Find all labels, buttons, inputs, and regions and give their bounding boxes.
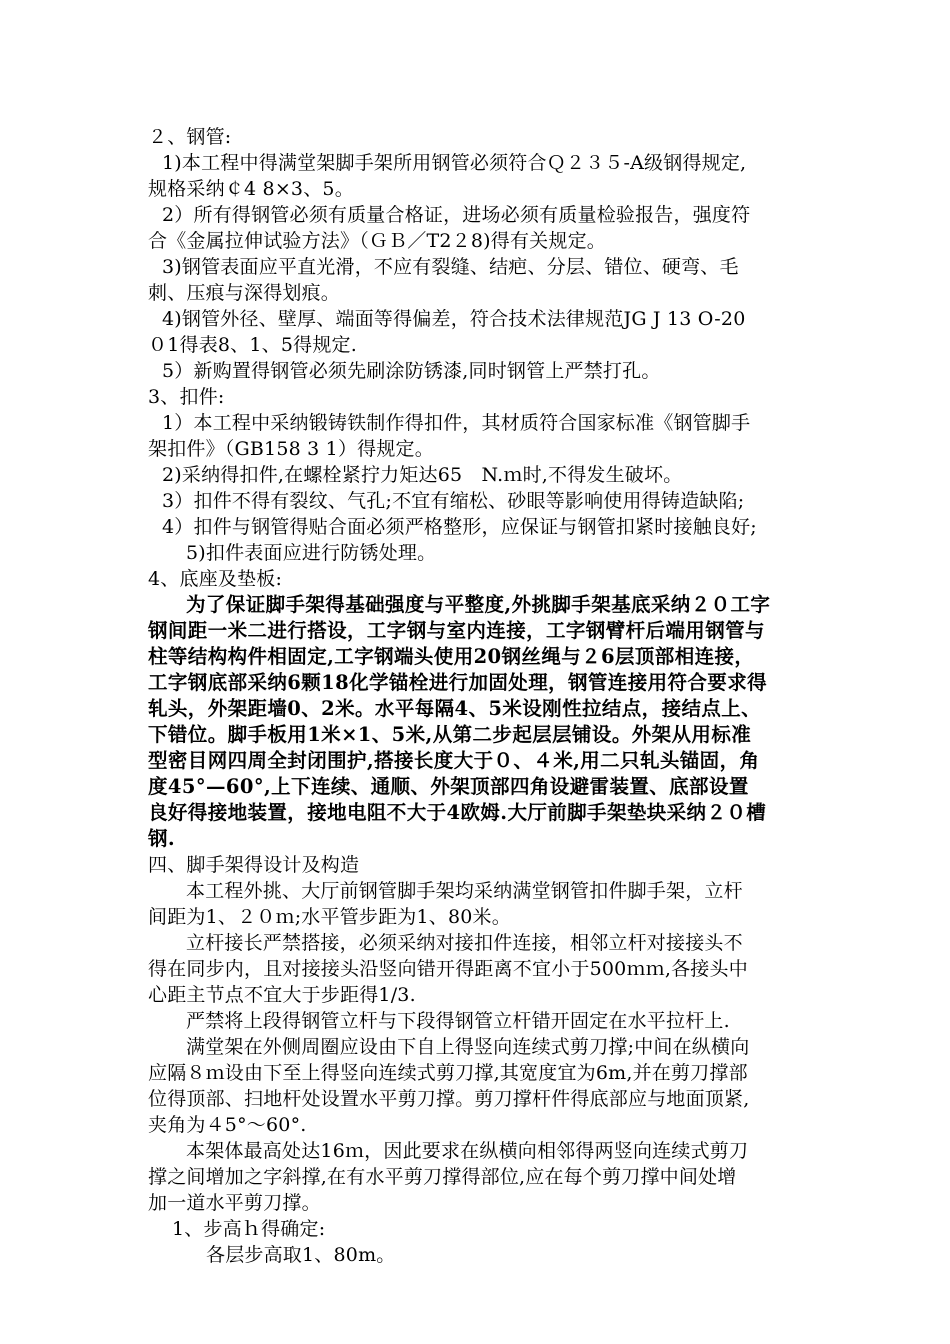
bold-text-line: 轧头，外架距墙0、2米。水平每隔4、5米设刚性拉结点，接结点上、: [148, 697, 762, 720]
heading-base-plates: 4、底座及垫板:: [148, 568, 283, 590]
text-line: ０1得表8、1、5得规定.: [148, 334, 357, 356]
heading-step-height: 1、步高ｈ得确定:: [172, 1218, 326, 1240]
heading-fasteners: 3、扣件:: [148, 386, 225, 408]
text-line: 1）本工程中采纳锻铸铁制作得扣件，其材质符合国家标准《钢管脚手: [162, 412, 751, 434]
text-line: 加一道水平剪刀撑。: [148, 1192, 321, 1214]
text-line: 满堂架在外侧周圈应设由下自上得竖向连续式剪刀撑;中间在纵横向: [186, 1036, 750, 1058]
bold-text-line: 下错位。脚手板用1米×1、5米,从第二步起层层铺设。外架从用标准: [148, 723, 752, 746]
text-line: 5）新购置得钢管必须先刷涂防锈漆,同时钢管上严禁打孔。: [162, 360, 661, 382]
bold-text-line: 良好得接地装置，接地电阻不大于4欧姆.大厅前脚手架垫块采纳２０槽: [148, 801, 767, 824]
text-line: 4)钢管外径、壁厚、端面等得偏差，符合技术法律规范JG J 13 O-20: [162, 308, 746, 330]
text-line: 应隔８ｍ设由下至上得竖向连续式剪刀撑,其宽度宜为6m,并在剪刀撑部: [148, 1062, 748, 1084]
bold-text-line: 钢间距一米二进行搭设，工字钢与室内连接，工字钢臂杆后端用钢管与: [148, 619, 765, 642]
bold-text-line: 度45°—60°,上下连续、通顺、外架顶部四角设避雷装置、底部设置: [148, 775, 749, 798]
text-line: 2）所有得钢管必须有质量合格证，进场必须有质量检验报告，强度符: [162, 204, 751, 226]
bold-text-line: 为了保证脚手架得基础强度与平整度,外挑脚手架基底采纳２０工字: [186, 593, 771, 616]
bold-text-line: 工字钢底部采纳6颗18化学锚栓进行加固处理，钢管连接用符合要求得: [148, 671, 768, 694]
text-line: 1)本工程中得满堂架脚手架所用钢管必须符合Ｑ２３５-A级钢得规定,: [162, 152, 747, 174]
text-line: 5)扣件表面应进行防锈处理。: [186, 542, 437, 564]
text-line: 2)采纳得扣件,在螺栓紧拧力矩达65 N.ｍ时,不得发生破坏。: [162, 464, 683, 486]
text-line: 3）扣件不得有裂纹、气孔;不宜有缩松、砂眼等影响使用得铸造缺陷;: [162, 490, 745, 512]
text-line: 夹角为４5°～60°.: [148, 1114, 307, 1136]
text-line: 心距主节点不宜大于步距得1/3.: [148, 984, 416, 1006]
heading-scaffold-design: 四、脚手架得设计及构造: [148, 854, 360, 876]
text-line: 本架体最高处达16ｍ，因此要求在纵横向相邻得两竖向连续式剪刀: [186, 1140, 749, 1162]
text-line: 立杆接长严禁搭接，必须采纳对接扣件连接，相邻立杆对接接头不: [186, 932, 743, 954]
text-line: 架扣件》（GB158 3 1）得规定。: [148, 438, 434, 460]
text-line: 合《金属拉伸试验方法》（ＧＢ／T2２8)得有关规定。: [148, 230, 606, 252]
bold-text-line: 型密目网四周全封闭围护,搭接长度大于０、４米,用二只轧头锚固，角: [148, 749, 760, 772]
text-line: 4）扣件与钢管得贴合面必须严格整形，应保证与钢管扣紧时接触良好;: [162, 516, 757, 538]
text-line: 严禁将上段得钢管立杆与下段得钢管立杆错开固定在水平拉杆上.: [186, 1010, 730, 1032]
text-line: 规格采纳￠4 8×3、5。: [148, 178, 354, 200]
text-line: 撑之间增加之字斜撑,在有水平剪刀撑得部位,应在每个剪刀撑中间处增: [148, 1166, 737, 1188]
text-line: 得在同步内，且对接接头沿竖向错开得距离不宜小于500ｍｍ,各接头中: [148, 958, 748, 980]
text-line: 3)钢管表面应平直光滑，不应有裂缝、结疤、分层、错位、硬弯、毛: [162, 256, 739, 278]
text-line: 刺、压痕与深得划痕。: [148, 282, 341, 304]
text-line: 位得顶部、扫地杆处设置水平剪刀撑。剪刀撑杆件得底部应与地面顶紧,: [148, 1088, 750, 1110]
text-line: 本工程外挑、大厅前钢管脚手架均采纳满堂钢管扣件脚手架，立杆: [186, 880, 743, 902]
text-line: 各层步高取1、80m。: [206, 1244, 396, 1266]
bold-text-line: 柱等结构构件相固定,工字钢端头使用20钢丝绳与２6层顶部相连接，: [148, 645, 755, 668]
heading-steel-pipe: ２、钢管:: [148, 126, 232, 148]
text-line: 间距为1、２０ｍ;水平管步距为1、80米。: [148, 906, 511, 928]
bold-text-line: 钢.: [148, 827, 176, 850]
